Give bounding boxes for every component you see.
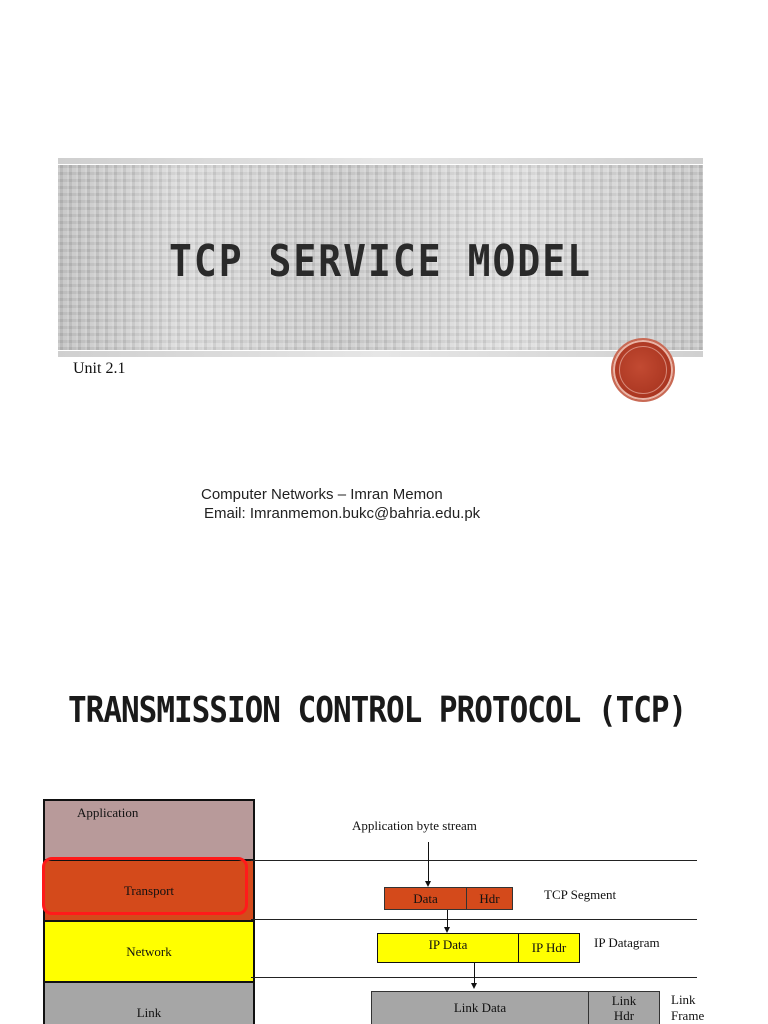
arrow-down-icon (471, 983, 477, 989)
author-email: Email: Imranmemon.bukc@bahria.edu.pk (204, 505, 481, 522)
layer-label: Application (77, 805, 139, 820)
link-hdr-line1: Link (611, 993, 637, 1008)
layer-application (45, 801, 253, 861)
layer-label: Link (136, 1005, 162, 1020)
layer-label: Network (126, 943, 172, 959)
segment-data-box: Data (384, 887, 467, 910)
layer-divider (251, 919, 697, 920)
title-banner (58, 165, 703, 350)
ip-hdr-box: IP Hdr (518, 933, 580, 963)
segment-hdr-box: Hdr (466, 887, 513, 910)
slide-title: TCP SERVICE MODEL (169, 235, 592, 287)
layer-link (45, 983, 253, 1024)
link-hdr-box (588, 991, 660, 1024)
tcp-slide (0, 620, 768, 1024)
decorative-circle-icon (611, 338, 675, 402)
link-frame-line1: Link (671, 992, 696, 1007)
segment-label: TCP Segment (544, 887, 617, 902)
protocol-stack (43, 799, 255, 1024)
app-stream-label: Application byte stream (352, 818, 477, 833)
arrow-line (474, 963, 475, 984)
ip-data-box: IP Data (377, 933, 519, 963)
layer-network (45, 922, 253, 983)
unit-label: Unit 2.1 (73, 360, 126, 377)
slide-title: TRANSMISSION CONTROL PROTOCOL (TCP) (68, 690, 687, 732)
layer-transport (45, 861, 253, 922)
link-frame-label (671, 992, 704, 1024)
layer-label: Transport (123, 882, 175, 898)
ip-datagram-label: IP Datagram (594, 935, 660, 950)
link-frame-line2: Frame (671, 1008, 705, 1023)
link-hdr-line2: Hdr (613, 1008, 635, 1023)
link-data-box: Link Data (371, 991, 589, 1024)
course-author: Computer Networks – Imran Memon (201, 486, 443, 503)
arrow-line (428, 842, 429, 882)
layer-divider (251, 860, 697, 861)
course-credit (201, 485, 480, 523)
